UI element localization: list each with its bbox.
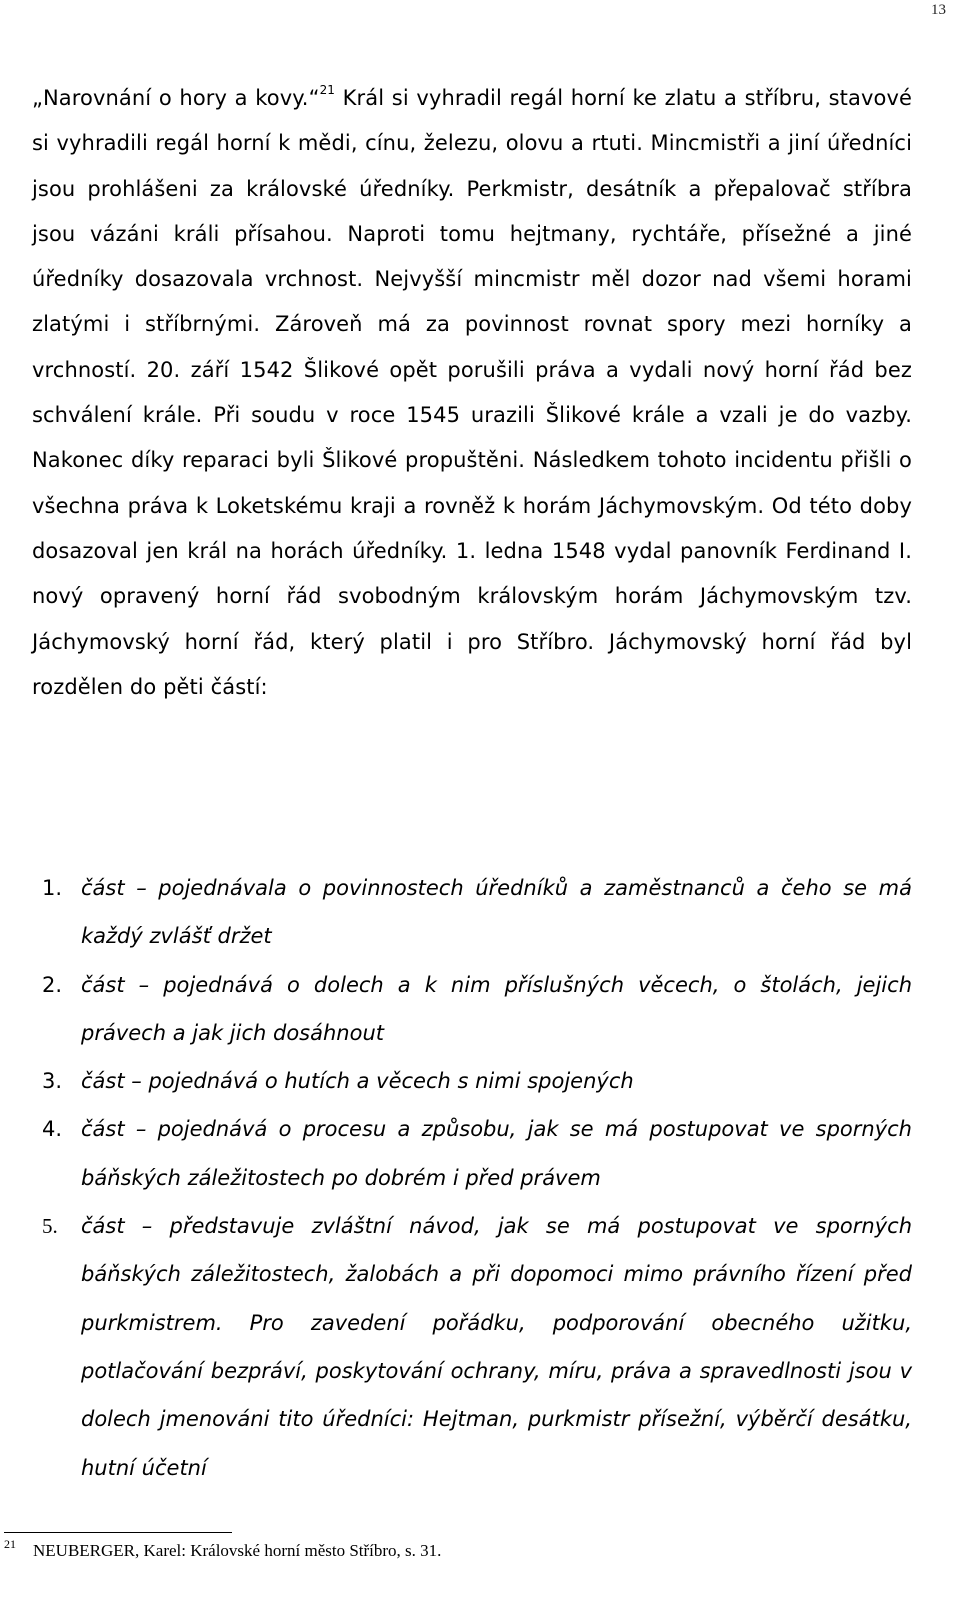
list-item-text: část – představuje zvláštní návod, jak se má postupovat ve sporných báňských záležitostech, žalobách a při dopomoci mimo právního řízení před purkmistrem. Pro zavedení pořádku, podporování obecného užitku, potlačování bezpráví, poskytování ochrany, míru, práva a spravedlnosti jsou v dolech jmenováni tito úředníci: Hejtman, purkmistr přísežní, výběrčí desátku, hutní účetní: [81, 1214, 912, 1480]
list-item: [42, 1105, 912, 1202]
parts-list: [42, 864, 912, 1492]
list-item-number: 2.: [42, 972, 63, 997]
paragraph-text-continued: Král si vyhradil regál horní ke zlatu a stříbru, stavové si vyhradili regál horní k mědi, cínu, železu, olovu a rtuti. Mincmistři a jiní úředníci jsou prohlášeni za královské úředníky. Perkmistr, desátník a přepalovač stříbra jsou vázáni králi přísahou. Naproti tomu hejtmany, rychtáře, přísežné a jiné úředníky dosazovala vrchnost. Nejvyšší mincmistr měl dozor nad všemi horami zlatými i stříbrnými. Zároveň má za povinnost rovnat spory mezi horníky a vrchností. 20. září 1542 Šlikové opět porušili práva a vydali nový horní řád bez schválení krále. Při soudu v roce 1545 urazili Šlikové krále a vzali je do vazby. Nakonec díky reparaci byli Šlikové propuštěni. Následkem tohoto incidentu přišli o všechna práva k Loketskému kraji a rovněž k horám Jáchymovským. Od této doby dosazoval jen král na horách úředníky. 1. ledna 1548 vydal panovník Ferdinand I. nový opravený horní řád svobodným královským horám Jáchymovským tzv. Jáchymovský horní řád, který platil i pro Stříbro. Jáchymovský horní řád byl rozdělen do pěti částí:: [32, 86, 912, 699]
list-item-number: 4.: [42, 1117, 63, 1142]
paragraph-text-start: „Narovnání o hory a kovy.“: [32, 86, 320, 110]
footnote: 21 NEUBERGER, Karel: Královské horní město Stříbro, s. 31.: [4, 1537, 442, 1560]
list-item: [42, 1202, 912, 1492]
list-item-number: 3.: [42, 1069, 63, 1094]
list-item-text: část – pojednává o procesu a způsobu, jak se má postupovat ve sporných báňských záležitostech po dobrém i před právem: [81, 1117, 912, 1190]
list-item: [42, 864, 912, 961]
list-item: [42, 961, 912, 1058]
list-item-text: část – pojednává o dolech a k nim příslušných věcech, o štolách, jejich právech a jak jich dosáhnout: [81, 972, 912, 1045]
list-item-number: 5.: [42, 1214, 58, 1239]
body-paragraph: [32, 76, 912, 710]
footnote-reference[interactable]: 21: [319, 83, 336, 97]
list-item-text: část – pojednává o hutích a věcech s nimi spojených: [81, 1069, 634, 1094]
footnote-text: NEUBERGER, Karel: Královské horní město Stříbro, s. 31.: [33, 1541, 442, 1560]
page-number: 13: [931, 2, 946, 18]
list-item-text: část – pojednávala o povinnostech úředníků a zaměstnanců a čeho se má každý zvlášť držet: [81, 876, 912, 949]
list-item: [42, 1057, 912, 1105]
footnote-separator: [4, 1532, 232, 1533]
list-item-number: 1.: [42, 876, 63, 900]
